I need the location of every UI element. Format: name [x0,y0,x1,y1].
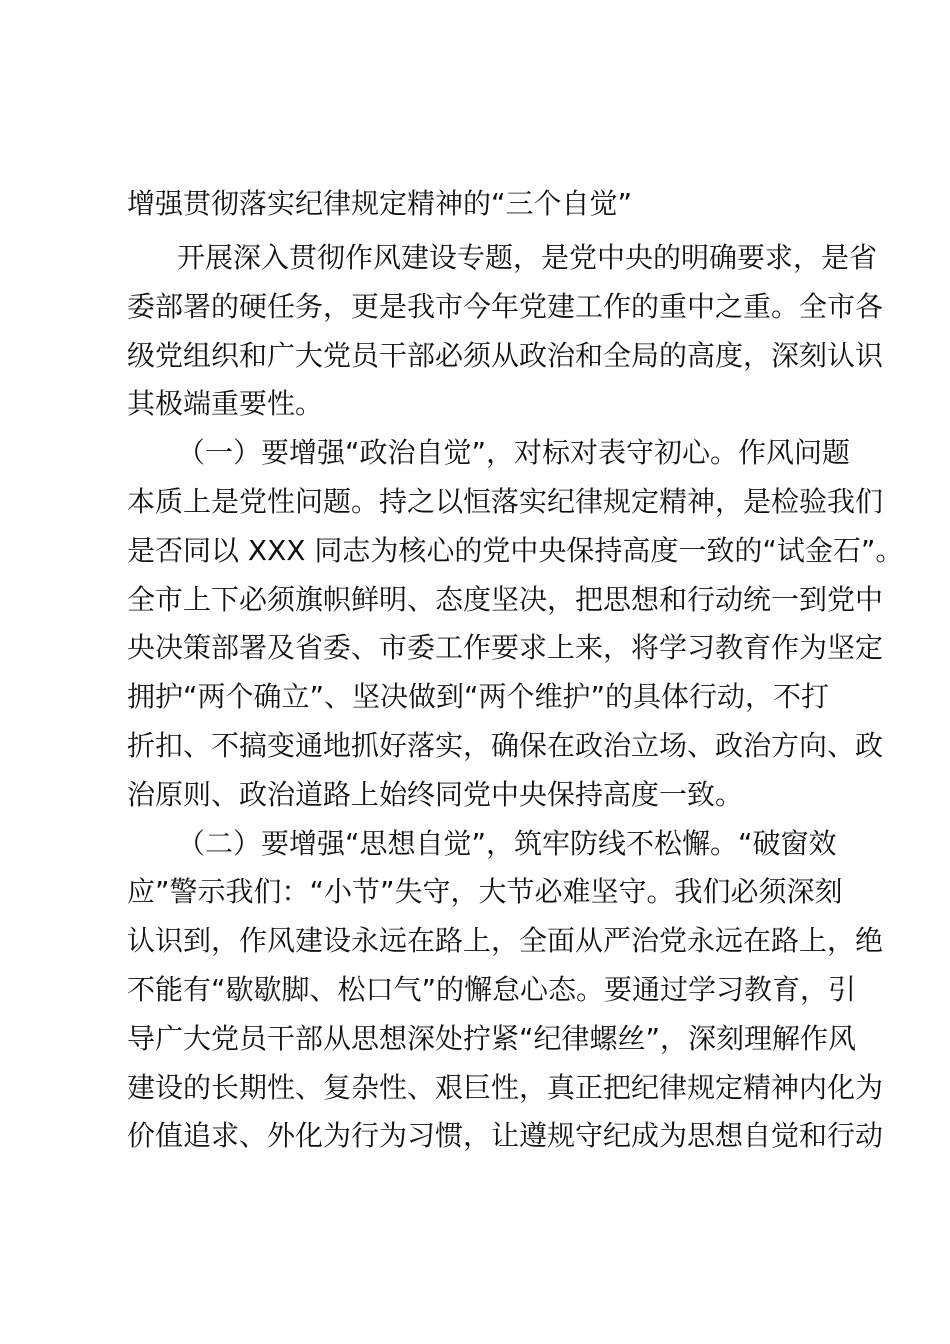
document-body [127,180,904,1161]
paragraph-line: 全市上下必须旗帜鲜明、态度坚决，把思想和行动统一到党中 [127,582,884,616]
paragraph-line: 本质上是党性问题。持之以恒落实纪律规定精神，是检验我们 [127,484,884,518]
paragraph-line: 建设的长期性、复杂性、艰巨性，真正把纪律规定精神内化为 [127,1070,884,1104]
paragraph-line: 央决策部署及省委、市委工作要求上来，将学习教育作为坚定 [127,631,884,665]
paragraph-line: 其极端重要性。 [127,387,324,421]
paragraph-ideological-awareness [127,820,884,1162]
paragraph-line: 拥护“两个确立”、坚决做到“两个维护”的具体行动，不打 [127,680,830,714]
paragraph-line: 治原则、政治道路上始终同党中央保持高度一致。 [127,777,744,811]
paragraph-line: 是否同以 XXX 同志为核心的党中央保持高度一致的“试金石”。 [127,533,904,567]
paragraph-line: 应”警示我们：“小节”失守，大节必难坚守。我们必须深刻 [127,875,843,909]
paragraph-line: 价值追求、外化为行为习惯，让遵规守纪成为思想自觉和行动 [127,1119,884,1153]
paragraph-line: 导广大党员干部从思想深处拧紧“纪律螺丝”，深刻理解作风 [127,1021,857,1055]
paragraph-line: 认识到，作风建设永远在路上，全面从严治党永远在路上，绝 [127,924,884,958]
paragraph-line: 开展深入贯彻作风建设专题，是党中央的明确要求，是省 [177,241,878,274]
paragraph-intro [127,234,884,429]
paragraph-line: （二）要增强“思想自觉”，筑牢防线不松懈。“破窗效 [177,826,837,860]
paragraph-line: （一）要增强“政治自觉”，对标对表守初心。作风问题 [177,436,851,470]
paragraph-line: 不能有“歇歇脚、松口气”的懈怠心态。要通过学习教育，引 [127,972,857,1006]
paragraph-line: 折扣、不搞变通地抓好落实，确保在政治立场、政治方向、政 [127,728,884,762]
document-title: 增强贯彻落实纪律规定精神的“三个自觉” [127,187,633,220]
paragraph-line: 级党组织和广大党员干部必须从政治和全局的高度，深刻认识 [127,338,884,372]
paragraph-political-awareness [127,429,904,819]
paragraph-line: 委部署的硬任务，更是我市今年党建工作的重中之重。全市各 [127,289,884,323]
